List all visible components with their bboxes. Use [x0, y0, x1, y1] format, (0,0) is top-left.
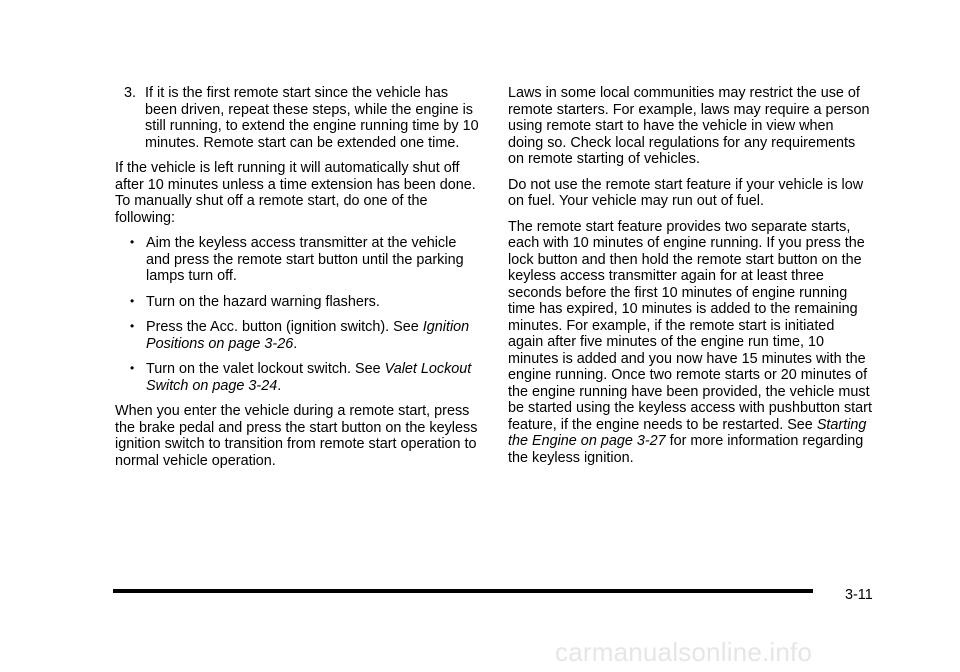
left-column: [115, 85, 483, 478]
bullet-item-acc: [115, 319, 483, 352]
bullet-icon: •: [130, 235, 135, 249]
bullet-icon: •: [130, 319, 135, 333]
page-number: 3-11: [845, 587, 873, 603]
paragraph-end: for more information regarding the keyless ignition.: [508, 433, 864, 466]
right-column: [508, 85, 872, 475]
footer-rule: [113, 589, 813, 593]
bullet-item-transmitter: [115, 235, 483, 285]
two-starts-paragraph: [508, 219, 872, 467]
transition-paragraph: When you enter the vehicle during a remote start, press the brake pedal and press the start button on the keyless ignition switch to transition from remote start operation to normal vehicle operation.: [115, 403, 478, 469]
step-number: 3.: [124, 85, 137, 101]
bullet-end: .: [293, 335, 298, 352]
laws-paragraph: Laws in some local communities may restrict the use of remote starters. For example, laws may require a person using remote start to have the vehicle in view when doing so. Check local regulations for any requirements on remote starting of vehicles.: [508, 85, 870, 167]
watermark: carmanualsonline.info: [555, 637, 813, 667]
numbered-step-3: [115, 85, 483, 151]
bullet-item-valet: [115, 361, 483, 394]
fuel-paragraph: Do not use the remote start feature if your vehicle is low on fuel. Your vehicle may run out of fuel.: [508, 176, 864, 209]
shutoff-paragraph: If the vehicle is left running it will automatically shut off after 10 minutes unless a time extension has been done. To manually shut off a remote start, do one of the following:: [115, 160, 476, 226]
bullet-text: Turn on the valet lockout switch. See: [146, 361, 385, 377]
valet-lockout-link[interactable]: Valet Lockout Switch on page 3-24: [146, 361, 472, 394]
bullet-icon: •: [130, 361, 135, 375]
bullet-item-hazard: [115, 294, 483, 311]
bullet-icon: •: [130, 293, 135, 308]
starting-engine-link[interactable]: Starting the Engine on page 3-27: [508, 416, 867, 449]
bullet-text: Aim the keyless access transmitter at the vehicle and press the remote start button until the parking lamps turn off.: [146, 235, 464, 284]
bullet-text: Turn on the hazard warning flashers.: [146, 293, 380, 310]
bullet-end: .: [277, 377, 282, 394]
paragraph-text: The remote start feature provides two separate starts, each with 10 minutes of engine running. If you press the lock button and then hold the remote start button on the keyless access transmitter again for at least three seconds before the first 10 minutes of engine running time has expired, 10 minutes is added to the remaining minutes. For example, if the remote start is initiated again after five minutes of the engine run time, 10 minutes is added and you now have 15 minutes with the engine running. Once two remote starts or 20 minutes of the engine running have been provided, the vehicle must be started using the keyless access with pushbutton start feature, if the engine needs to be restarted. See: [508, 218, 872, 433]
ignition-positions-link[interactable]: Ignition Positions on page 3-26: [146, 319, 470, 352]
bullet-text: Press the Acc. button (ignition switch). See: [146, 319, 423, 335]
step-text: If it is the first remote start since the vehicle has been driven, repeat these steps, while the engine is still running, to extend the engine running time by 10 minutes. Remote start can be extended one time.: [145, 85, 479, 151]
